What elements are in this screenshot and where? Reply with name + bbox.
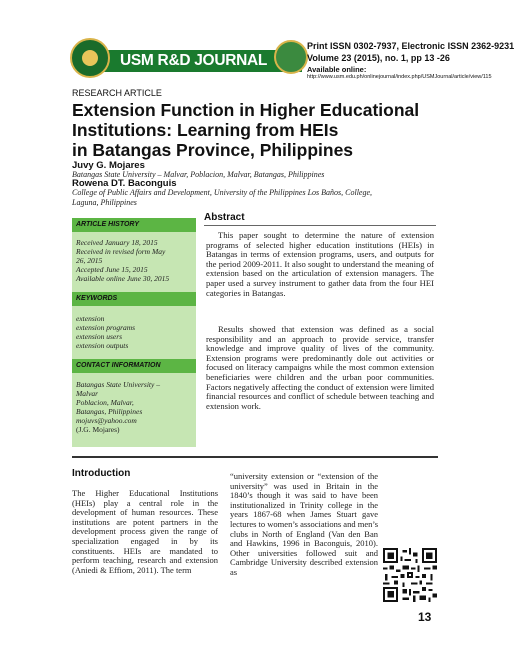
contact-list	[76, 380, 194, 434]
introduction-column-2: “university extension or “extension of the university” was used in Britain in the 1840’s though it was said to have been institutionalized in Trinity college in the years 1867-68 when James Stuart gave lectures to women’s associations and men’s clubs in North of England (Van den Ban and Hawkins, 1996 in Baconguis, 2010). Other universities followed suit and Cambridge University described extension as	[230, 471, 379, 577]
introduction-heading: Introduction	[72, 468, 131, 479]
article-title	[72, 100, 442, 160]
history-line: Received January 18, 2015	[76, 238, 158, 247]
contact-line: Malvar	[76, 389, 99, 398]
contact-line: (J.G. Mojares)	[76, 425, 120, 434]
university-seal-icon	[70, 38, 110, 78]
keyword-item: extension outputs	[76, 341, 129, 350]
contact-line: Batangas State University –	[76, 380, 160, 389]
author-name: Rowena DT. Baconguis	[72, 178, 177, 189]
section-divider	[72, 456, 438, 458]
keywords-list	[76, 314, 194, 350]
abstract-divider	[204, 225, 436, 226]
affiliation-line: Laguna, Philippines	[72, 197, 137, 207]
title-line: in Batangas Province, Philippines	[72, 140, 354, 160]
article-type: RESEARCH ARTICLE	[72, 88, 162, 98]
page-number: 13	[418, 610, 432, 624]
journal-header	[70, 38, 514, 88]
journal-seal-icon	[274, 40, 308, 74]
title-line: Extension Function in Higher Educational	[72, 100, 420, 120]
affiliation-line: Batangas State University – Malvar, Poblacion, Malvar, Batangas, Philippines	[72, 170, 325, 179]
issn-line: Print ISSN 0302-7937, Electronic ISSN 2362-9231	[307, 41, 514, 51]
abstract-heading: Abstract	[204, 212, 245, 223]
author-affiliation	[72, 188, 442, 207]
history-line: 26, 2015	[76, 256, 103, 265]
history-line: Received in revised form May	[76, 247, 166, 256]
abstract-paragraph: This paper sought to determine the nature of extension programs of selected higher education institutions (HEIs) in Batangas in terms of extension programs, users, and outputs for the period 2009-2011. It also sought to understand the meaning of extension based on the articulation of extension managers. The paper used a survey instrument to gather data from the four HEI categories in Batangas.	[206, 230, 434, 298]
contact-line: Batangas, Philippines	[76, 407, 143, 416]
keyword-item: extension users	[76, 332, 123, 341]
history-label: ARTICLE HISTORY	[76, 221, 140, 228]
contact-line: Poblacion, Malvar,	[76, 398, 134, 407]
affiliation-line: College of Public Affairs and Development, University of the Philippines Los Baños, College,	[72, 188, 373, 197]
history-line: Available online June 30, 2015	[76, 274, 170, 283]
contact-email-link[interactable]: mojuvs@yahoo.com	[76, 416, 137, 425]
keywords-label: KEYWORDS	[76, 295, 118, 302]
keyword-item: extension programs	[76, 323, 136, 332]
contact-label: CONTACT INFORMATION	[76, 362, 161, 369]
title-line: Institutions: Learning from HEIs	[72, 120, 339, 140]
keyword-item: extension	[76, 314, 105, 323]
journal-name: USM R&D JOURNAL	[120, 52, 268, 69]
article-url[interactable]: http://www.usm.edu.ph/onlinejournal/index.php/USMJournal/article/view/115	[307, 74, 492, 80]
volume-line: Volume 23 (2015), no. 1, pp 13 -26	[307, 53, 450, 63]
history-list	[76, 238, 194, 283]
abstract-paragraph: Results showed that extension was defined as a social responsibility and an approach to provide service, transfer knowledge and improve quality of lives of the community. Extension programs were predominantly dole out activities or focused on literacy campaigns while the most common extension beneficiaries were children and the urban poor communities. Factors negatively affecting the conduct of extension were limited financial resources and conflict of schedule between teaching and extension work.	[206, 324, 434, 411]
available-label: Available online:	[307, 65, 367, 74]
qr-code-icon[interactable]	[383, 548, 437, 602]
history-line: Accepted June 15, 2015	[76, 265, 148, 274]
author-name: Juvy G. Mojares	[72, 160, 145, 171]
introduction-column-1: The Higher Educational Institutions (HEIs) play a central role in the development of human resources. These institutions are potent partners in the development process given the range of specialization engaged in by its constituents. HEIs are mandated to perform teaching, research and extension (Aniedi & Effiom, 2011). The term	[72, 488, 218, 575]
